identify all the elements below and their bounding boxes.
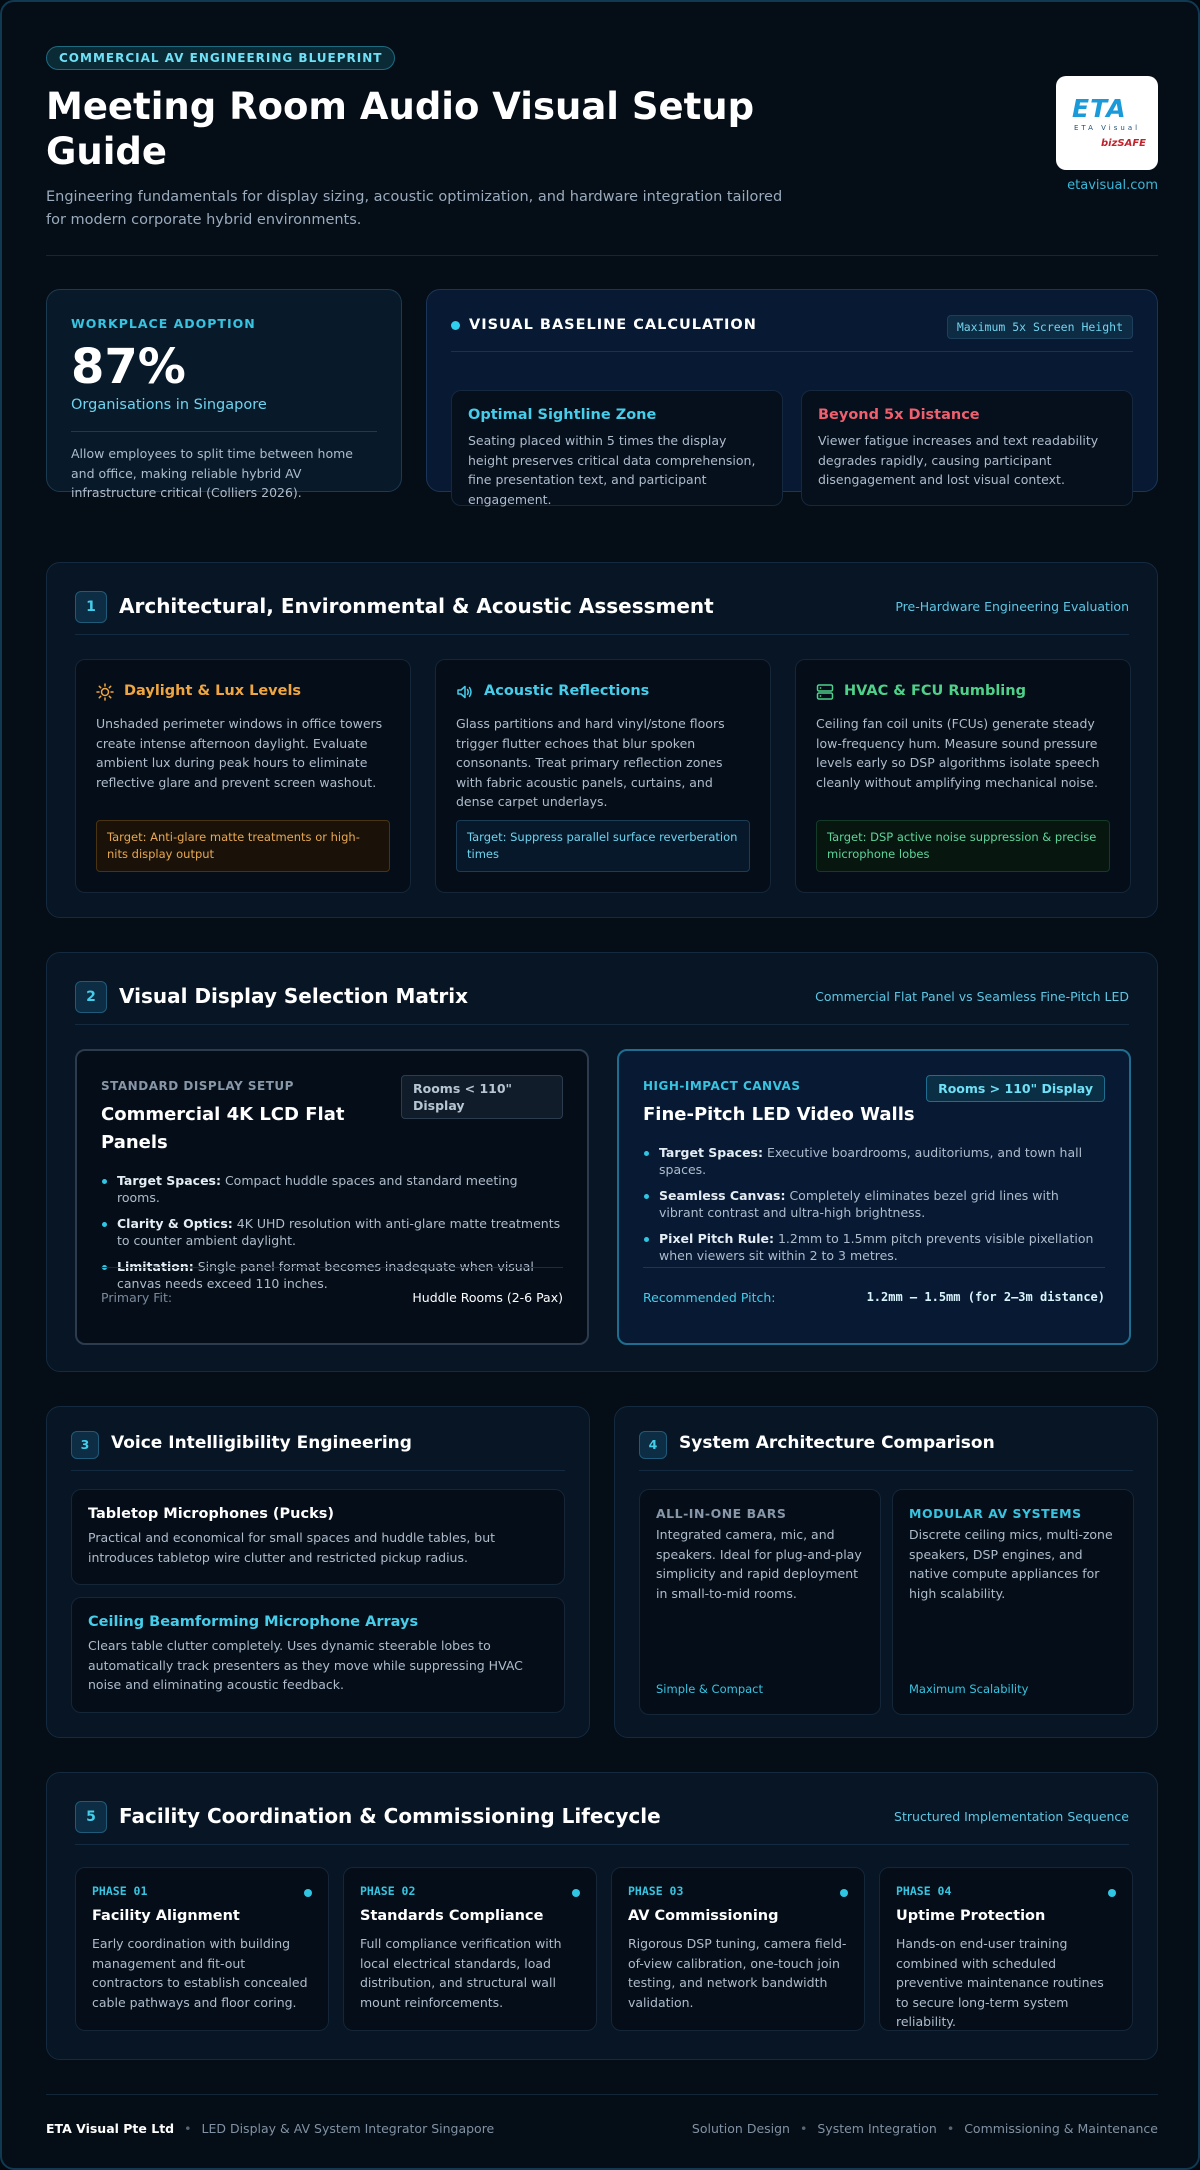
company-logo[interactable]: [1056, 76, 1158, 170]
list-item: [101, 1173, 563, 1206]
phase-dot-icon: [840, 1889, 848, 1897]
led-footer: [643, 1267, 1105, 1319]
website-link[interactable]: etavisual.com: [1067, 178, 1158, 193]
phase-label: PHASE 01: [92, 1884, 148, 1898]
feature-text: Compact huddle spaces and standard meeting rooms.: [117, 1173, 518, 1205]
server-icon: [816, 683, 834, 701]
workplace-adoption-card: [46, 289, 402, 500]
phase-description: Hands-on end-user training combined with scheduled preventive maintenance routines to secure long-term system reliability.: [896, 1936, 1104, 2029]
feature-text: Single panel format becomes inadequate when visual canvas needs exceed 110 inches.: [117, 1259, 534, 1291]
section-header: [71, 1407, 565, 1471]
daylight-title: Daylight & Lux Levels: [124, 683, 302, 699]
acoustic-description: Glass partitions and hard vinyl/stone floors trigger flutter echoes that blur spoken consonants. Treat primary reflection zones with fabric acoustic panels, curtains, and dense carpet underlays.: [456, 716, 725, 809]
list-item: [101, 1216, 563, 1249]
daylight-card: [75, 659, 411, 893]
optimal-sightline-box: [451, 390, 783, 506]
phase-title: AV Commissioning: [628, 1908, 779, 1924]
daylight-title-row: [96, 680, 390, 702]
ceiling-title: Ceiling Beamforming Microphone Arrays: [88, 1614, 419, 1630]
separator: •: [184, 2121, 192, 2136]
list-item: [643, 1231, 1105, 1264]
hvac-card: [795, 659, 1131, 893]
feature-key: Seamless Canvas:: [659, 1188, 786, 1203]
hvac-description: Ceiling fan coil units (FCUs) generate steady low-frequency hum. Measure sound pressure levels early so DSP algorithms isolate speech cleanly without amplifying mechanical noise.: [816, 716, 1100, 790]
section-number: 1: [75, 591, 107, 623]
tabletop-mic-card: [71, 1489, 565, 1585]
daylight-target: Target: Anti-glare matte treatments or high-nits display output: [96, 820, 390, 872]
led-title: Fine-Pitch LED Video Walls: [643, 1104, 915, 1125]
led-label: HIGH-IMPACT CANVAS: [643, 1079, 801, 1093]
primary-fit-value: Huddle Rooms (2-6 Pax): [412, 1290, 563, 1305]
lcd-footer: [101, 1267, 563, 1319]
tabletop-description: Practical and economical for small spaces and huddle tables, but introduces tabletop wire clutter and restricted pickup radius.: [88, 1530, 496, 1565]
voice-section: [46, 1406, 590, 1738]
all-in-one-label: ALL-IN-ONE BARS: [656, 1506, 787, 1521]
architecture-section: [614, 1406, 1158, 1738]
phase-description: Early coordination with building management and fit-out contractors to establish concealed cable pathways and floor coring.: [92, 1936, 308, 2010]
feature-text: Completely eliminates bezel grid lines with vibrant contrast and ultra-high brightness.: [659, 1188, 1059, 1220]
phase-title: Uptime Protection: [896, 1908, 1046, 1924]
footer-links: [692, 2121, 1158, 2136]
phase-card: [879, 1867, 1133, 2031]
section-note: Commercial Flat Panel vs Seamless Fine-Pitch LED: [815, 989, 1129, 1004]
baseline-title: VISUAL BASELINE CALCULATION: [469, 317, 757, 333]
recommended-pitch-label: Recommended Pitch:: [643, 1290, 776, 1305]
list-item: [643, 1145, 1105, 1178]
page-subtitle: Engineering fundamentals for display sizing, acoustic optimization, and hardware integration tailored for modern corporate hybrid environments.: [46, 189, 783, 228]
section-number: 4: [639, 1431, 667, 1459]
company-name: ETA Visual Pte Ltd: [46, 2121, 175, 2136]
baseline-header: [451, 290, 1133, 352]
page-title: Meeting Room Audio Visual Setup Guide: [46, 85, 755, 173]
divider: [71, 431, 377, 432]
phase-title: Facility Alignment: [92, 1908, 240, 1924]
all-in-one-footer: Simple & Compact: [656, 1682, 763, 1696]
feature-text: 4K UHD resolution with anti-glare matte treatments to counter ambient daylight.: [117, 1216, 561, 1248]
all-in-one-card: [639, 1489, 881, 1715]
section-title: Voice Intelligibility Engineering: [111, 1433, 412, 1453]
modular-card: [892, 1489, 1134, 1715]
beyond-distance-box: [801, 390, 1133, 506]
visual-baseline-card: [426, 289, 1158, 507]
phase-description: Full compliance verification with local electrical standards, load distribution, and structural wall mount reinforcements.: [360, 1936, 562, 2010]
logo-brand: ETA: [1072, 94, 1127, 123]
footer-company: [46, 2121, 494, 2136]
lifecycle-section: [46, 1772, 1158, 2060]
modular-footer: Maximum Scalability: [909, 1682, 1029, 1696]
baseline-tag: Maximum 5x Screen Height: [947, 315, 1133, 339]
beyond-title: Beyond 5x Distance: [818, 407, 980, 423]
feature-key: Clarity & Optics:: [117, 1216, 233, 1231]
page-header: [46, 46, 1158, 256]
lcd-label: STANDARD DISPLAY SETUP: [101, 1079, 294, 1093]
page-footer: [46, 2094, 1158, 2144]
section-number: 5: [75, 1801, 107, 1833]
feature-key: Limitation:: [117, 1259, 194, 1274]
bizsafe-logo: bizSAFE: [1100, 138, 1146, 149]
stat-label: WORKPLACE ADOPTION: [71, 316, 256, 331]
led-room-tag: Rooms > 110" Display: [926, 1075, 1105, 1102]
optimal-description: Seating placed within 5 times the display height preserves critical data comprehension, fine presentation text, and participant engagement.: [468, 433, 756, 507]
phase-label: PHASE 03: [628, 1884, 684, 1898]
recommended-pitch-value: 1.2mm – 1.5mm (for 2–3m distance): [866, 1290, 1105, 1304]
company-tagline: LED Display & AV System Integrator Singapore: [201, 2121, 495, 2136]
led-feature-list: [643, 1145, 1105, 1264]
section-number: 3: [71, 1431, 99, 1459]
separator: •: [946, 2121, 955, 2136]
section-title: Architectural, Environmental & Acoustic Assessment: [119, 594, 714, 618]
modular-description: Discrete ceiling mics, multi-zone speakers, DSP engines, and native compute appliances for high scalability.: [909, 1527, 1113, 1601]
lcd-panel-card: [75, 1049, 589, 1345]
footer-link-solution-design[interactable]: Solution Design: [691, 2121, 790, 2136]
section-header: [75, 953, 1129, 1025]
feature-key: Target Spaces:: [117, 1173, 221, 1188]
feature-text: Executive boardrooms, auditoriums, and town hall spaces.: [659, 1145, 1083, 1177]
led-wall-card: [617, 1049, 1131, 1345]
section-note: Structured Implementation Sequence: [894, 1809, 1129, 1824]
phase-description: Rigorous DSP tuning, camera field-of-view calibration, one-touch join testing, and network bandwidth validation.: [628, 1936, 847, 2010]
footer-link-system-integration[interactable]: System Integration: [817, 2121, 937, 2136]
phase-card: [611, 1867, 865, 2031]
phase-label: PHASE 04: [896, 1884, 952, 1898]
stat-description: Allow employees to split time between home and office, making reliable hybrid AV infrastructure critical (Colliers 2026).: [71, 446, 353, 500]
section-title: System Architecture Comparison: [679, 1433, 995, 1453]
footer-link-commissioning[interactable]: Commissioning & Maintenance: [964, 2121, 1158, 2136]
feature-key: Pixel Pitch Rule:: [659, 1231, 774, 1246]
tabletop-title: Tabletop Microphones (Pucks): [88, 1506, 334, 1522]
separator: •: [799, 2121, 808, 2136]
lcd-room-tag: Rooms < 110" Display: [401, 1075, 563, 1119]
speaker-icon: [456, 683, 474, 701]
acoustic-title: Acoustic Reflections: [484, 683, 650, 699]
section-note: Pre-Hardware Engineering Evaluation: [895, 599, 1129, 614]
phase-label: PHASE 02: [360, 1884, 416, 1898]
logo-subtext: ETA Visual: [1074, 124, 1141, 132]
stat-caption: Organisations in Singapore: [71, 397, 267, 413]
section-title: Visual Display Selection Matrix: [119, 984, 469, 1008]
feature-key: Target Spaces:: [659, 1145, 763, 1160]
hvac-title-row: [816, 680, 1110, 702]
primary-fit-label: Primary Fit:: [101, 1290, 173, 1305]
beyond-description: Viewer fatigue increases and text readability degrades rapidly, causing participant disengagement and lost visual context.: [818, 433, 1099, 487]
eyebrow-badge: COMMERCIAL AV ENGINEERING BLUEPRINT: [46, 46, 395, 70]
acoustic-target: Target: Suppress parallel surface reverberation times: [456, 820, 750, 872]
phase-title: Standards Compliance: [360, 1908, 544, 1924]
status-dot-icon: [451, 321, 460, 330]
phase-card: [343, 1867, 597, 2031]
all-in-one-description: Integrated camera, mic, and speakers. Ideal for plug-and-play simplicity and rapid deployment in small-to-mid rooms.: [656, 1527, 862, 1601]
phase-dot-icon: [304, 1889, 312, 1897]
hvac-target: Target: DSP active noise suppression & precise microphone lobes: [816, 820, 1110, 872]
lcd-title: Commercial 4K LCD Flat Panels: [101, 1104, 345, 1153]
list-item: [643, 1188, 1105, 1221]
page-content: [46, 46, 1158, 2136]
display-matrix-section: [46, 952, 1158, 1372]
stat-value: 87%: [71, 339, 186, 395]
acoustic-title-row: [456, 680, 750, 702]
section-header: [75, 563, 1129, 635]
acoustic-card: [435, 659, 771, 893]
daylight-description: Unshaded perimeter windows in office towers create intense afternoon daylight. Evaluate ambient lux during peak hours to eliminate reflective glare and prevent screen washout.: [96, 716, 383, 790]
phase-dot-icon: [572, 1889, 580, 1897]
phase-dot-icon: [1108, 1889, 1116, 1897]
section-number: 2: [75, 981, 107, 1013]
ceiling-description: Clears table clutter completely. Uses dynamic steerable lobes to automatically track presenters as they move while suppressing HVAC noise and eliminating acoustic feedback.: [88, 1638, 523, 1692]
section-title: Facility Coordination & Commissioning Lifecycle: [119, 1804, 661, 1828]
sun-icon: [96, 683, 114, 701]
ceiling-mic-card: [71, 1597, 565, 1713]
phase-card: [75, 1867, 329, 2031]
optimal-title: Optimal Sightline Zone: [468, 407, 657, 423]
feature-text: 1.2mm to 1.5mm pitch prevents visible pixellation when viewers sit within 2 to 3 metres.: [659, 1231, 1094, 1263]
section-header: [639, 1407, 1133, 1471]
section-header: [75, 1773, 1129, 1845]
modular-label: MODULAR AV SYSTEMS: [909, 1506, 1082, 1521]
hvac-title: HVAC & FCU Rumbling: [844, 683, 1026, 699]
assessment-section: [46, 562, 1158, 918]
